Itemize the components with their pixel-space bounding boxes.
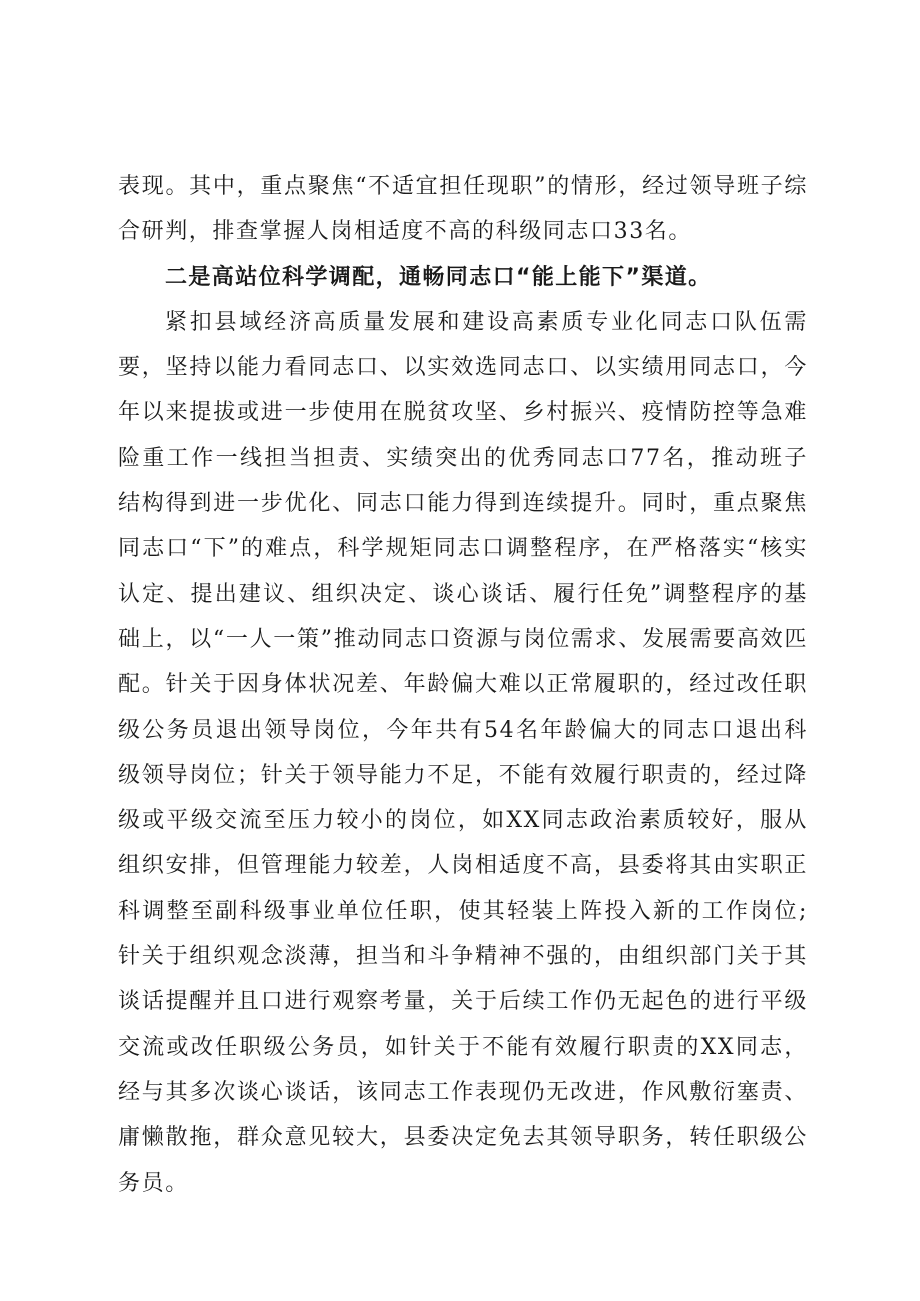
body-paragraph: 紧扣县域经济高质量发展和建设高素质专业化同志口队伍需要，坚持以能力看同志口、以实效选同志口、以实绩用同志口，今年以来提拔或进一步使用在脱贫攻坚、乡村振兴、疫情防控等急难险重工作一线担当担责、实绩突出的优秀同志口77名，推动班子结构得到进一步优化、同志口能力得到连续提升。同时，重点聚焦同志口“下”的难点，科学规矩同志口调整程序，在严格落实“核实认定、提出建议、组织决定、谈心谈话、履行任免”调整程序的基础上，以“一人一策”推动同志口资源与岗位需求、发展需要高效匹配。针关于因身体状况差、年龄偏大难以正常履职的，经过改任职级公务员退出领导岗位，今年共有54名年龄偏大的同志口退出科级领导岗位；针关于领导能力不足，不能有效履行职责的，经过降级或平级交流至压力较小的岗位，如XX同志政治素质较好，服从组织安排，但管理能力较差，人岗相适度不高，县委将其由实职正科调整至副科级事业单位任职，使其轻装上阵投入新的工作岗位;针关于组织观念淡薄，担当和斗争精神不强的，由组织部门关于其谈话提醒并且口进行观察考量，关于后续工作仍无起色的进行平级交流或改任职级公务员，如针关于不能有效履行职责的XX同志，经与其多次谈心谈话，该同志工作表现仍无改进，作风敷衍塞责、庸懒散拖，群众意见较大，县委决定免去其领导职务，转任职级公务员。 bbox=[118, 309, 808, 1196]
intro-paragraph: 表现。其中，重点聚焦“不适宜担任现职”的情形，经过领导班子综合研判，排查掌握人岗相适度不高的科级同志口33名。 bbox=[118, 174, 808, 245]
document-body bbox=[118, 164, 808, 1206]
section-heading: 二是高站位科学调配，通畅同志口“能上能下”渠道。 bbox=[165, 264, 712, 290]
